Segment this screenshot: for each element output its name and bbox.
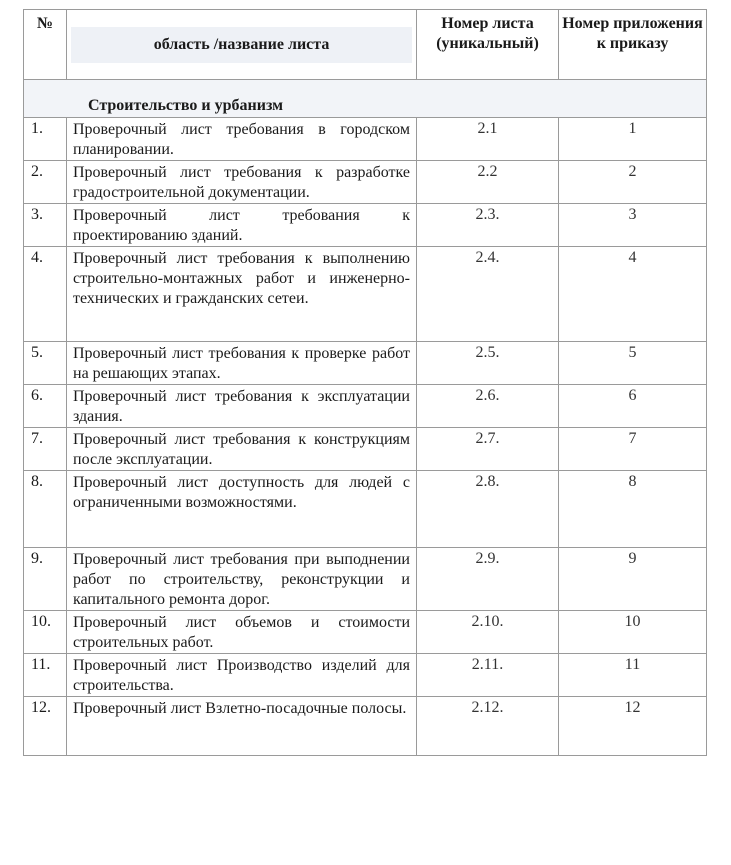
table-row [24,428,707,471]
row-sheet: 2.4. [417,247,559,342]
row-appendix: 12 [559,697,707,756]
row-num: 4. [24,247,67,342]
row-num: 1. [24,118,67,161]
row-appendix: 8 [559,471,707,548]
header-num: № [24,10,67,80]
section-title: Строительство и урбанизм [88,97,284,114]
header-name-label: область /название листа [71,27,412,63]
row-num: 5. [24,342,67,385]
table-row [24,118,707,161]
row-sheet: 2.8. [417,471,559,548]
table-row [24,385,707,428]
row-sheet: 2.3. [417,204,559,247]
row-name: Проверочный лист требования к разработке градостроительной документации. [67,161,417,204]
row-num: 2. [24,161,67,204]
row-appendix: 2 [559,161,707,204]
table-row [24,342,707,385]
row-num: 9. [24,548,67,611]
row-num: 12. [24,697,67,756]
header-sheet-number: Номер листа (уникальный) [417,10,559,80]
row-name: Проверочный лист объемов и стоимости строительных работ. [67,611,417,654]
table-row [24,204,707,247]
row-appendix: 10 [559,611,707,654]
row-num: 11. [24,654,67,697]
row-sheet: 2.2 [417,161,559,204]
row-num: 6. [24,385,67,428]
row-appendix: 3 [559,204,707,247]
row-sheet: 2.9. [417,548,559,611]
row-appendix: 11 [559,654,707,697]
table-row [24,161,707,204]
row-sheet: 2.10. [417,611,559,654]
row-appendix: 1 [559,118,707,161]
row-appendix: 4 [559,247,707,342]
row-name: Проверочный лист требования к выполнению строительно-монтажных работ и инженерно-технических и гражданских сетеи. [67,247,417,342]
row-appendix: 5 [559,342,707,385]
header-appendix-number: Номер приложения к приказу [559,10,707,80]
row-sheet: 2.5. [417,342,559,385]
table-row [24,247,707,342]
row-name: Проверочный лист требования при выподнении работ по строительству, реконструкции и капитального ремонта дорог. [67,548,417,611]
row-sheet: 2.6. [417,385,559,428]
table-row [24,654,707,697]
row-name: Проверочный лист требования к проектированию зданий. [67,204,417,247]
table-row [24,548,707,611]
row-sheet: 2.11. [417,654,559,697]
row-name: Проверочный лист Взлетно-посадочные полосы. [67,697,417,756]
row-appendix: 6 [559,385,707,428]
row-appendix: 9 [559,548,707,611]
row-num: 10. [24,611,67,654]
row-name: Проверочный лист требования к проверке работ на решающих этапах. [67,342,417,385]
row-sheet: 2.12. [417,697,559,756]
row-name: Проверочный лист требования к конструкциям после эксплуатации. [67,428,417,471]
table-row [24,697,707,756]
row-name: Проверочный лист требования к эксплуатации здания. [67,385,417,428]
row-num: 3. [24,204,67,247]
table-row [24,611,707,654]
row-name: Проверочный лист требования в городском планировании. [67,118,417,161]
row-appendix: 7 [559,428,707,471]
checklist-table [23,9,707,756]
row-sheet: 2.1 [417,118,559,161]
header-row [24,10,707,80]
row-num: 7. [24,428,67,471]
row-name: Проверочный лист доступность для людей с ограниченными возможностями. [67,471,417,548]
section-cell [24,80,707,118]
section-row [24,80,707,118]
table-row [24,471,707,548]
row-num: 8. [24,471,67,548]
row-name: Проверочный лист Производство изделий для строительства. [67,654,417,697]
header-name [67,10,417,80]
row-sheet: 2.7. [417,428,559,471]
